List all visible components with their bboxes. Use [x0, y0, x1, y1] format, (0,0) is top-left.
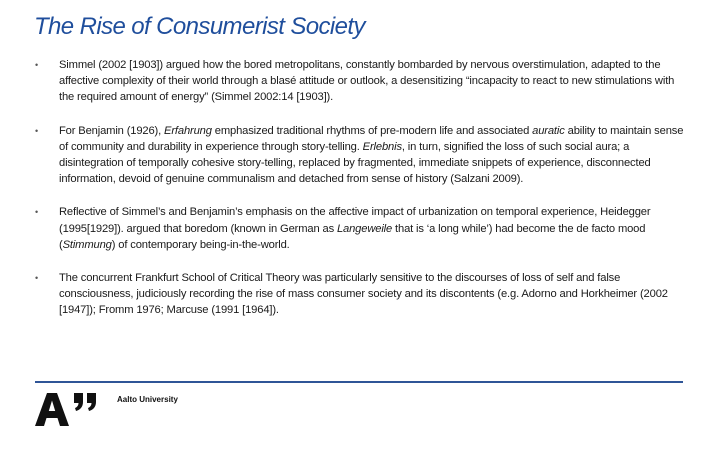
bullet-item	[35, 270, 685, 319]
text-segment: emphasized traditional rhythms of pre-modern life and associated	[211, 124, 533, 137]
aalto-logo-mark-icon	[35, 391, 111, 427]
text-segment: that is ‘a long while’) had become the de facto mood (	[59, 222, 646, 251]
text-segment: Simmel (2002 [1903]) argued how the bored metropolitans, constantly bombarded by nervous overstimulation, adapted to the affective complexity of their world through a blasé attitude or outlook, a desensitizing “incapacity to react to new stimulations with the required amount of energy” (Simmel 2002:14 [1903]).	[59, 59, 675, 104]
bullet-text	[59, 125, 683, 186]
text-segment: Reflective of Simmel’s and Benjamin’s emphasis on the affective impact of urbanization on temporal experience, Heidegger (1995[1929]). argued that boredom (known in German as	[59, 206, 651, 235]
italic-term: auratic	[532, 124, 565, 137]
bullet-marker: •	[35, 60, 39, 70]
text-segment: ability to maintain sense of community and durability in experience through story-telling.	[59, 124, 684, 153]
italic-term: Langeweile	[336, 222, 393, 235]
bullet-marker: •	[35, 125, 39, 136]
text-segment: The concurrent Frankfurt School of Critical Theory was particularly sensitive to the discourses of loss of self and false consciousness, judiciously recording the rise of mass consumer society and its discontents (e.g. Adorno and Horkheimer (2002 [1947]); Fromm 1976; Marcuse (1991 [1964]).	[59, 272, 668, 317]
bullet-item	[35, 204, 685, 253]
bullet-text	[59, 206, 650, 250]
bullet-item	[35, 57, 685, 106]
bullet-marker: •	[35, 207, 39, 218]
italic-term: Stimmung	[62, 238, 112, 251]
italic-term: Erfahrung	[164, 124, 212, 137]
bullet-item	[35, 123, 685, 188]
logo-text: Aalto University	[117, 395, 178, 404]
text-segment: ) of contemporary being-in-the-world.	[111, 238, 290, 251]
bullet-text	[59, 272, 668, 316]
text-segment: For Benjamin (1926),	[59, 124, 165, 137]
italic-term: Erlebnis	[362, 140, 402, 153]
footer-divider	[35, 381, 683, 383]
text-segment: , in turn, signified the loss of such social aura; a disintegration of temporally cohesive story-telling, replaced by fragmented, immediate snippets of experience, disconnected information, devoid of genuine communalism and detached from sense of history (Salzani 2009).	[59, 140, 651, 186]
bullet-text	[59, 59, 674, 103]
bullet-marker: •	[35, 273, 39, 284]
slide-title: The Rise of Consumerist Society	[34, 13, 365, 40]
bullet-list	[35, 57, 685, 319]
